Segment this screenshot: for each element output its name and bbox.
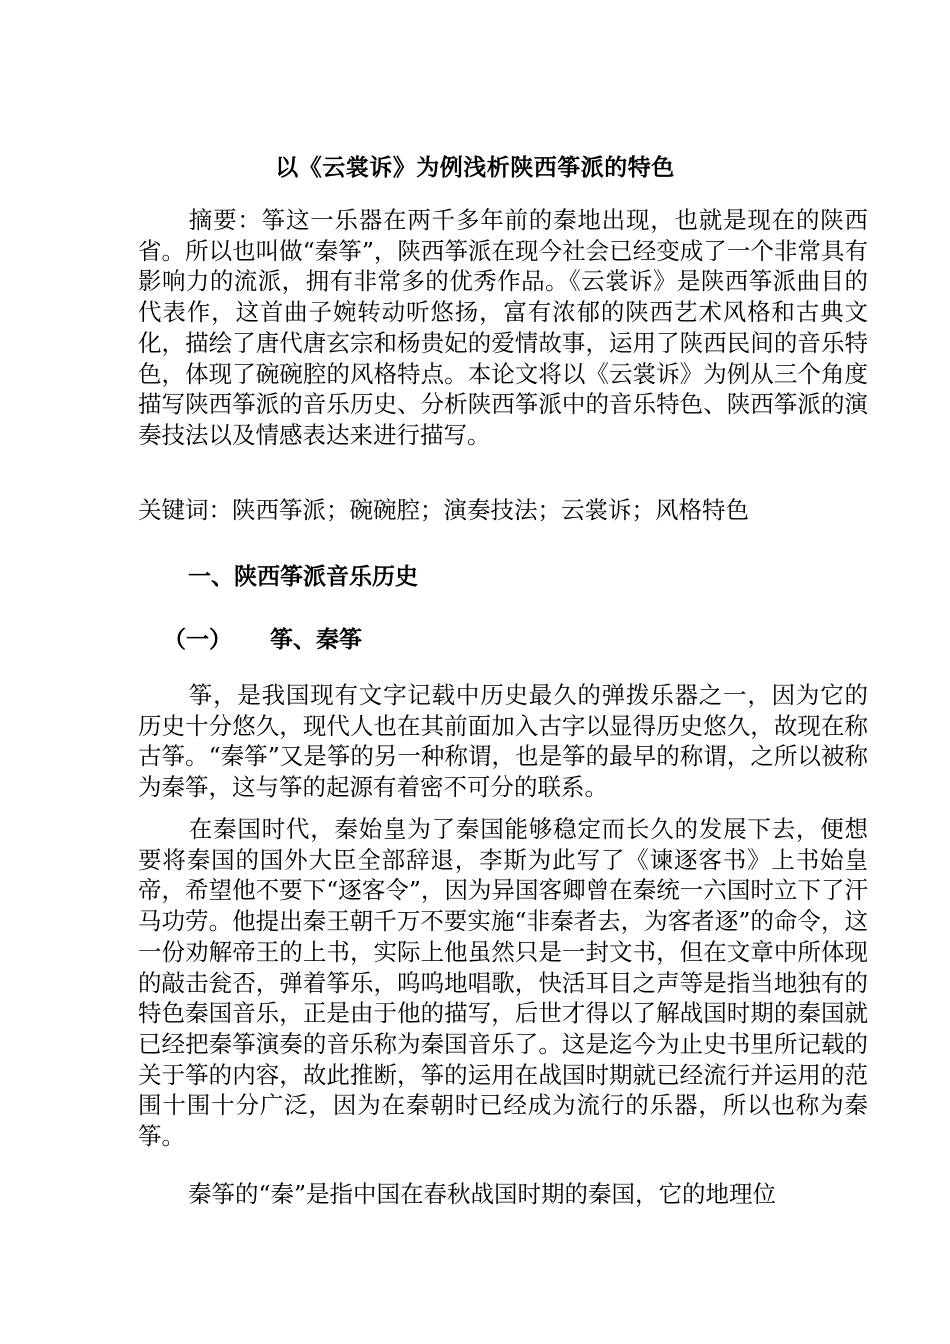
subsection-heading: [163, 624, 362, 656]
subsection-title: 筝、秦筝: [270, 627, 362, 653]
keywords-label: 关键词：: [138, 496, 232, 524]
section-heading: 一、陕西筝派音乐历史: [188, 564, 418, 590]
keywords-text: 陕西筝派；碗碗腔；演奏技法；云裳诉；风格特色: [232, 496, 749, 524]
body-paragraph: [138, 680, 868, 803]
paragraph-text: 秦筝的“秦”是指中国在春秋战国时期的秦国，它的地理位: [188, 1180, 777, 1208]
body-paragraph: [138, 814, 868, 1152]
paragraph-text: 在秦国时代，秦始皇为了秦国能够稳定而长久的发展下去，便想要将秦国的国外大臣全部辞退，李斯为此写了《谏逐客书》上书始皇帝，希望他不要下“逐客令”，因为异国客卿曾在秦统一六国时立下了汗马功劳。他提出秦王朝千万不要实施“非秦者去，为客者逐”的命令，这一份劝解帝王的上书，实际上他虽然只是一封文书，但在文章中所体现的敲击瓮否，弹着筝乐，呜呜地唱歌，快活耳目之声等是指当地独有的特色秦国音乐，正是由于他的描写，后世才得以了解战国时期的秦国就已经把秦筝演奏的音乐称为秦国音乐了。这是迄今为止史书里所记载的关于筝的内容，故此推断，筝的运用在战国时期就已经流行并运用的范围十围十分广泛，因为在秦朝时已经成为流行的乐器，所以也称为秦筝。: [138, 815, 868, 1151]
body-paragraph: [138, 1179, 868, 1210]
abstract-text: 筝这一乐器在两千多年前的秦地出现，也就是现在的陕西省。所以也叫做“秦筝”，陕西筝派在现今社会已经变成了一个非常具有影响力的流派，拥有非常多的优秀作品。《云裳诉》是陕西筝派曲目的代表作，这首曲子婉转动听悠扬，富有浓郁的陕西艺术风格和古典文化，描绘了唐代唐玄宗和杨贵妃的爱情故事，运用了陕西民间的音乐特色，体现了碗碗腔的风格特点。本论文将以《云裳诉》为例从三个角度描写陕西筝派的音乐历史、分析陕西筝派中的音乐特色、陕西筝派的演奏技法以及情感表达来进行描写。: [138, 206, 869, 449]
abstract-label: 摘要：: [188, 206, 262, 234]
subsection-number: （一）: [163, 627, 232, 653]
paragraph-text: 筝，是我国现有文字记载中历史最久的弹拨乐器之一，因为它的历史十分悠久，现代人也在其前面加入古字以显得历史悠久，故现在称古筝。“秦筝”又是筝的另一种称谓，也是筝的最早的称谓，之所以被称为秦筝，这与筝的起源有着密不可分的联系。: [138, 681, 868, 802]
abstract-paragraph: [138, 205, 868, 451]
document-title: 以《云裳诉》为例浅析陕西筝派的特色: [275, 155, 675, 181]
keywords-line: [138, 494, 868, 526]
